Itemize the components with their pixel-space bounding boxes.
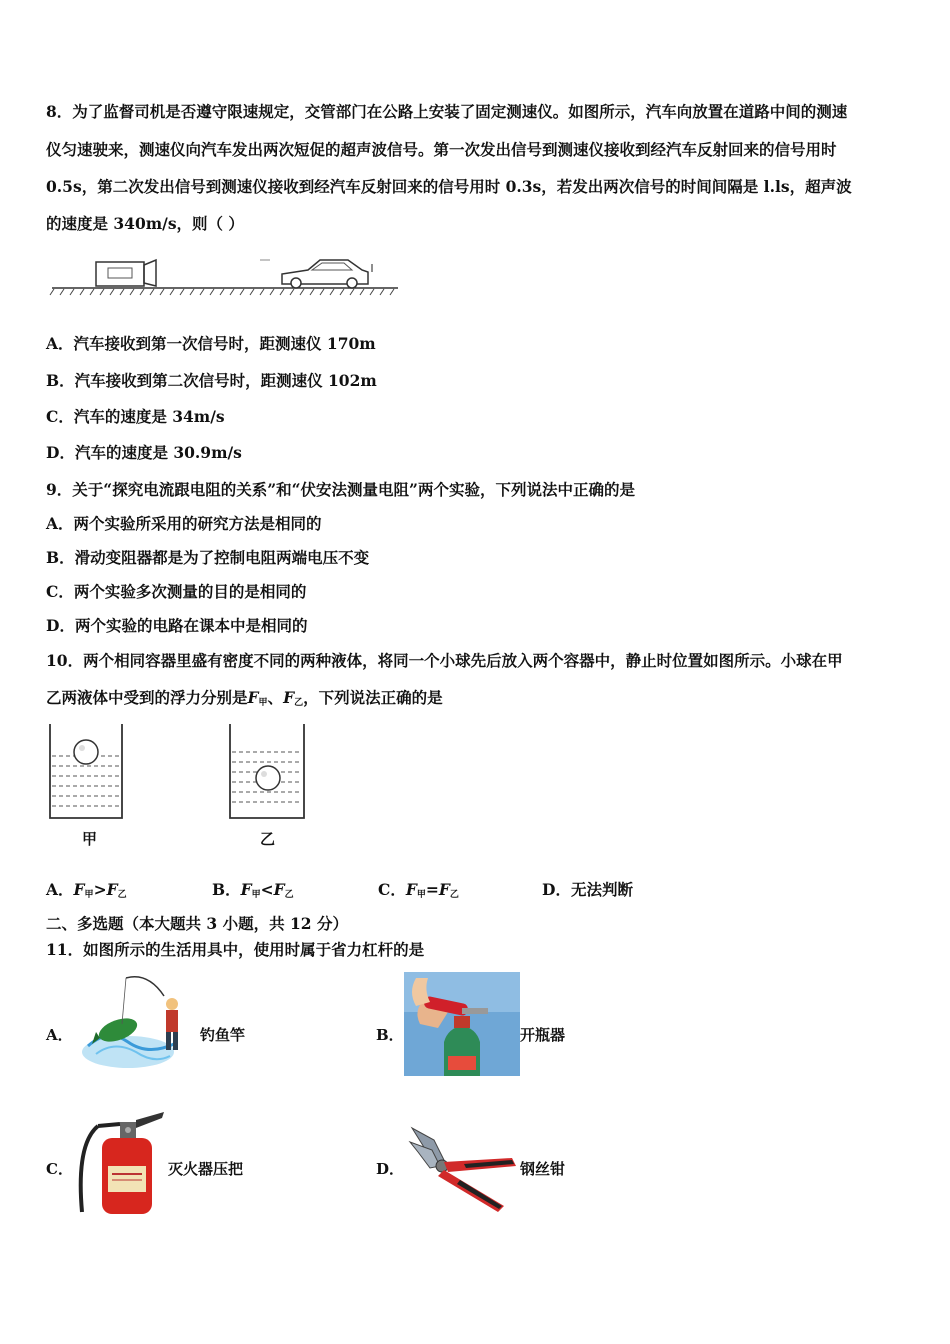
fire-extinguisher-image <box>76 1104 166 1214</box>
container-yi-figure <box>226 722 308 822</box>
q11-stem: 11．如图所示的生活用具中，使用时属于省力杠杆的是 <box>46 940 425 959</box>
q9-option-c: C．两个实验多次测量的目的是相同的 <box>46 582 307 601</box>
q11-option-c-label: 灭火器压把 <box>168 1160 244 1178</box>
figure-label-yi: 乙 <box>260 830 276 848</box>
q8-stem-line-1: 8．为了监督司机是否遵守限速规定，交管部门在公路上安装了固定测速仪。如图所示，汽车向放置在道路中间的测速 <box>46 102 848 121</box>
q9-option-a: A．两个实验所采用的研究方法是相同的 <box>46 514 322 533</box>
q10-option-c: C．$F_甲=F_乙$ <box>378 880 459 900</box>
q11-option-c-letter: C． <box>46 1160 73 1178</box>
section-2-heading: 二、多选题（本大题共 3 小题，共 12 分） <box>46 914 348 933</box>
q11-option-b-letter: B． <box>376 1026 404 1044</box>
q8-option-c: C．汽车的速度是 34m/s <box>46 407 225 426</box>
q9-option-d: D．两个实验的电路在课本中是相同的 <box>46 616 308 635</box>
q10-stem-line-1: 10．两个相同容器里盛有密度不同的两种液体，将同一个小球先后放入两个容器中，静止时位置如图所示。小球在甲 <box>46 651 843 670</box>
q11-option-d-label: 钢丝钳 <box>520 1160 566 1178</box>
q10-stem-line-2: 乙两液体中受到的浮力分别是$F_甲$、$F_乙$，下列说法正确的是 <box>46 688 443 708</box>
q8-option-d: D．汽车的速度是 30.9m/s <box>46 443 242 462</box>
q8-stem-line-3: 0.5s，第二次发出信号到测速仪接收到经汽车反射回来的信号用时 0.3s，若发出两次信号的时间间隔是 l.ls，超声波 <box>46 177 852 196</box>
q10-option-b: B．$F_甲<F_乙$ <box>212 880 294 900</box>
q11-option-d-letter: D． <box>376 1160 405 1178</box>
speed-camera-diagram <box>50 250 400 300</box>
q10-option-d: D．无法判断 <box>542 880 633 899</box>
q8-option-a: A．汽车接收到第一次信号时，距测速仪 170m <box>46 334 376 353</box>
q8-option-b: B．汽车接收到第二次信号时，距测速仪 102m <box>46 371 377 390</box>
pliers-image <box>404 1120 520 1214</box>
bottle-opener-image <box>404 972 520 1076</box>
q8-stem-line-2: 仪匀速驶来，测速仪向汽车发出两次短促的超声波信号。第一次发出信号到测速仪接收到经汽车反射回来的信号用时 <box>46 140 837 159</box>
q11-option-a-label: 钓鱼竿 <box>200 1026 246 1044</box>
q9-stem: 9．关于“探究电流跟电阻的关系”和“伏安法测量电阻”两个实验，下列说法中正确的是 <box>46 480 635 499</box>
q10-option-a: A．$F_甲>F_乙$ <box>46 880 127 900</box>
fishing-rod-image <box>78 972 196 1076</box>
q8-stem-line-4: 的速度是 340m/s，则（ ） <box>46 214 244 233</box>
q9-option-b: B．滑动变阻器都是为了控制电阻两端电压不变 <box>46 548 370 567</box>
figure-label-jia: 甲 <box>82 830 98 848</box>
q11-option-a-letter: A． <box>46 1026 73 1044</box>
q11-option-b-label: 开瓶器 <box>520 1026 566 1044</box>
container-jia-figure <box>46 722 126 822</box>
